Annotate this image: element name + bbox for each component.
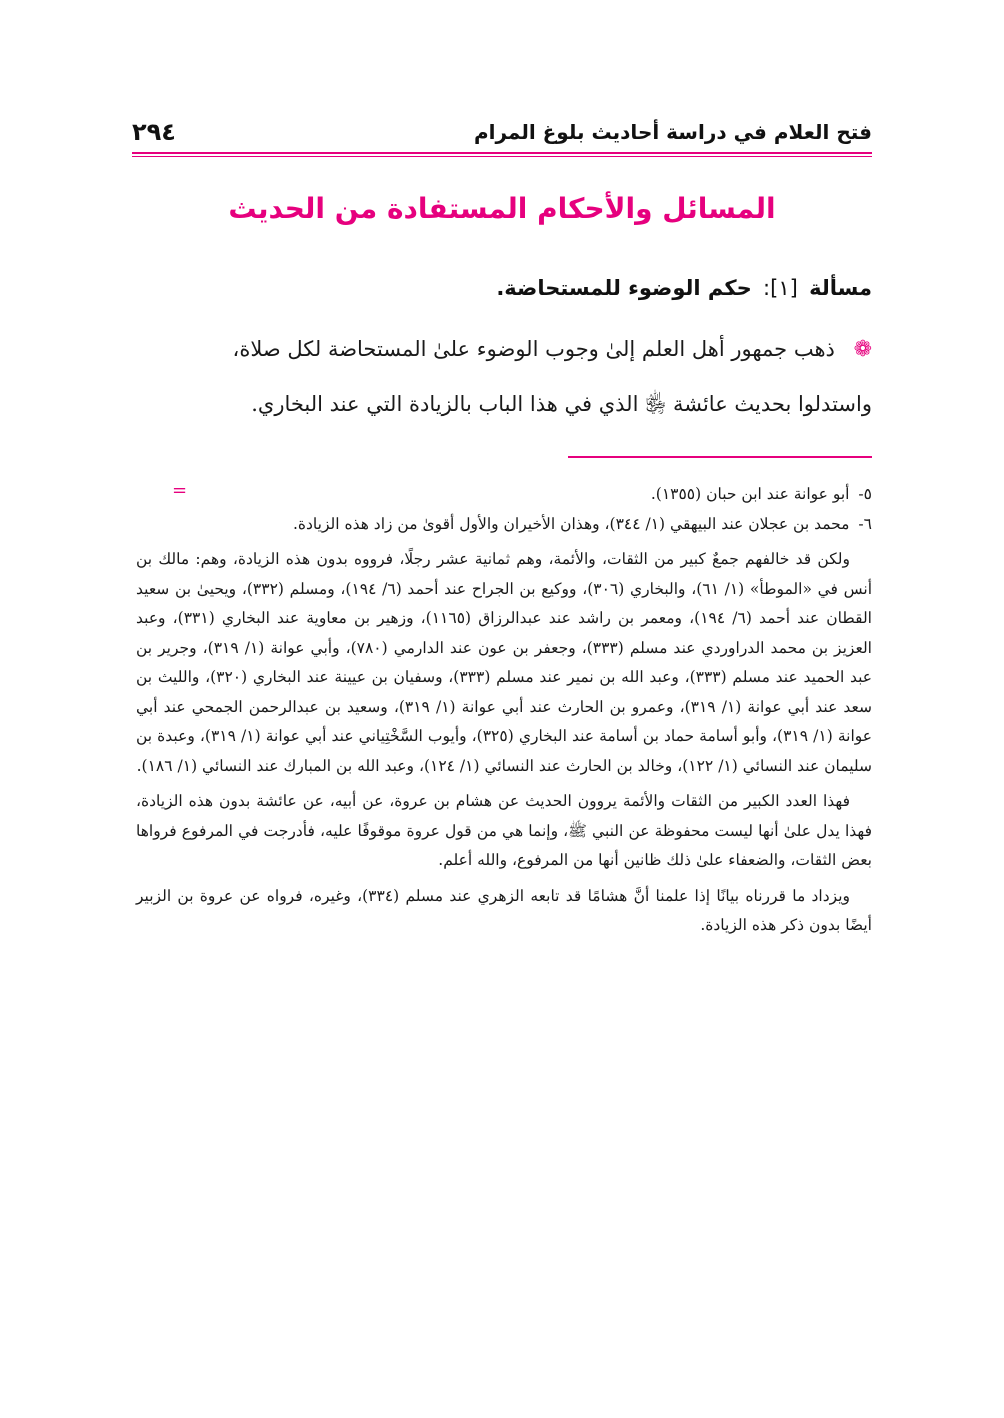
- intro-paragraph: [132, 322, 872, 431]
- section-heading: المسائل والأحكام المستفادة من الحديث: [228, 192, 776, 225]
- footnote-continuation-marker: =: [172, 480, 188, 501]
- footnote-5-number: ٥-: [858, 485, 872, 503]
- footnotes-block: [136, 480, 872, 941]
- intro-line-1: ذهب جمهور أهل العلم إلىٰ وجوب الوضوء علىٰ المستحاضة لكل صلاة،: [232, 337, 835, 361]
- footnote-paragraph-2: فهذا العدد الكبير من الثقات والأئمة يروون الحديث عن هشام بن عروة، عن أبيه، عن عائشة بدون هذه الزيادة، فهذا يدل علىٰ أنها ليست محفوظة عن النبي ﷺ، وإنما هي من قول عروة موقوفًا عليه، فأدرجت في المرفوع فرواها بعض الثقات، والضعفاء علىٰ ذلك ظانين أنها من المرفوع، والله أعلم.: [136, 792, 872, 869]
- footnote-6: [136, 510, 872, 540]
- issue-label: مسألة: [809, 276, 872, 300]
- flower-ornament-icon: ❁: [853, 337, 872, 362]
- footnote-paragraph-3: ويزداد ما قررناه بيانًا إذا علمنا أنَّ هشامًا قد تابعه الزهري عند مسلم (٣٣٤)، وغيره، فرواه عن عروة بن الزبير أيضًا بدون ذكر هذه الزيادة.: [136, 886, 872, 934]
- issue-title: حكم الوضوء للمستحاضة.: [496, 276, 752, 300]
- footnote-separator: [568, 456, 872, 458]
- page-number: ٢٩٤: [132, 118, 176, 146]
- book-title: فتح العلام في دراسة أحاديث بلوغ المرام: [473, 120, 872, 144]
- intro-line-2: واستدلوا بحديث عائشة ﵂ الذي في هذا الباب بالزيادة التي عند البخاري.: [251, 392, 872, 416]
- running-header: [132, 112, 872, 152]
- footnote-5: [136, 480, 872, 510]
- header-rule-thick: [132, 152, 872, 154]
- header-rule-thin: [132, 156, 872, 157]
- footnote-paragraph-1: ولكن قد خالفهم جمعٌ كبير من الثقات، والأئمة، وهم ثمانية عشر رجلًا، فرووه بدون هذه الزيادة، وهم: مالك بن أنس في «الموطأ» (١/ ٦١)، والبخاري (٣٠٦)، ووكيع بن الجراح عند أحمد (٦/ ١٩٤)، ومسلم (٣٣٢)، ويحيىٰ بن سعيد القطان عند أحمد (٦/ ١٩٤)، ومعمر بن راشد عند عبدالرزاق (١١٦٥)، وزهير بن معاوية عند البخاري (٣٣١)، وعبد العزيز بن محمد الدراوردي عند مسلم (٣٣٣)، وجعفر بن عون عند الدارمي (٧٨٠)، وأبي عوانة (١/ ٣١٩)، وجرير بن عبد الحميد عند مسلم (٣٣٣)، وعبد الله بن نمير عند مسلم (٣٣٣)، وسفيان بن عيينة عند البخاري (٣٢٠)، والليث بن سعد عند أبي عوانة (١/ ٣١٩)، وعمرو بن الحارث عند أبي عوانة (١/ ٣١٩)، وسعيد بن عبدالرحمن الجمحي عند أبي عوانة (١/ ٣١٩)، وأبو أسامة حماد بن أسامة عند البخاري (٣٢٥)، وأيوب السَّخْتِياني عند أبي عوانة (١/ ٣١٩)، وعبدة بن سليمان عند النسائي (١/ ١٢٢)، وخالد بن الحارث عند النسائي (١/ ١٢٤)، وعبد الله بن المبارك عند النسائي (١/ ١٨٦).: [136, 550, 873, 775]
- footnote-6-number: ٦-: [858, 514, 872, 533]
- issue-heading: [132, 276, 872, 300]
- footnote-5-text: أبو عوانة عند ابن حبان (١٣٥٥).: [650, 485, 850, 503]
- issue-number: [١]:: [763, 276, 798, 300]
- footnote-6-text: محمد بن عجلان عند البيهقي (١/ ٣٤٤)، وهذان الأخيران والأول أقوىٰ من زاد هذه الزيادة.: [292, 514, 850, 533]
